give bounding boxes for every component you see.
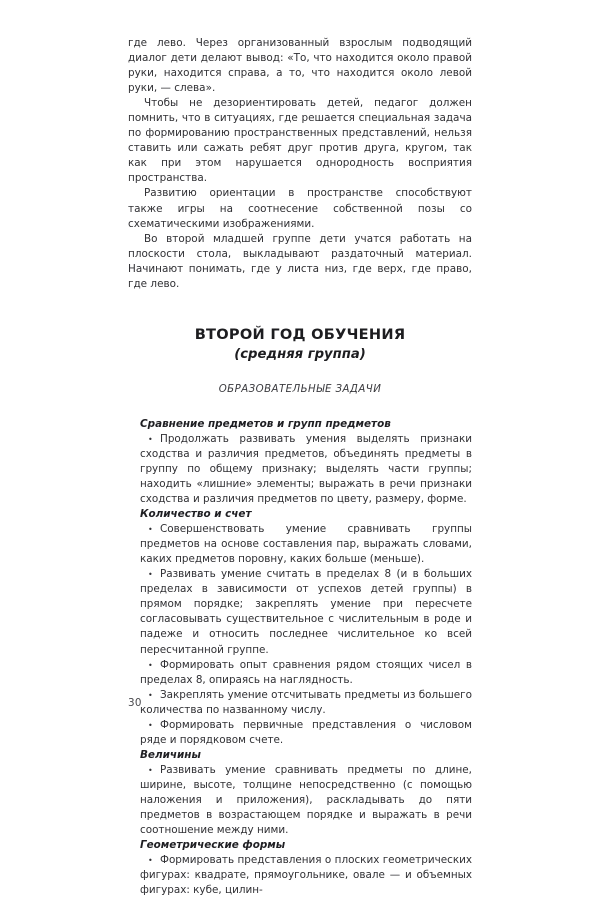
bullet-list [128, 432, 472, 507]
body-text-block [128, 36, 472, 292]
bullet-dot-icon: • [148, 434, 153, 444]
list-item-text: Развивать умение считать в пределах 8 (и в больших пределах в зависимости от успехов детей группы) в прямом порядке; закреплять умение при пересчете согласовывать существительное с числительным в роде и падеже и относить последнее числительное ко всей пересчитанной группе. [140, 568, 472, 656]
list-item-text: Совершенствовать умение сравнивать группы предметов на основе составления пар, выражать словами, каких предметов поровну, каких больше (меньше). [140, 523, 472, 566]
list-item-text: Закреплять умение отсчитывать предметы из большего количества по названному числу. [140, 688, 472, 716]
list-item [128, 522, 472, 567]
bullet-list [128, 763, 472, 838]
list-item [128, 688, 472, 718]
bullet-dot-icon: • [148, 690, 153, 700]
list-item [128, 763, 472, 838]
section-comparison [128, 417, 472, 507]
page-content [128, 36, 472, 898]
bullet-dot-icon: • [148, 570, 153, 580]
section-magnitudes [128, 748, 472, 838]
paragraph: Во второй младшей группе дети учатся работать на плоскости стола, выкладывают раздаточный материал. Начинают понимать, где у листа низ, где верх, где право, где лево. [128, 232, 472, 290]
sections-list [128, 417, 472, 898]
list-item-text: Развивать умение сравнивать предметы по длине, ширине, высоте, толщине непосредственно (с помощью наложения и приложения), раскладывать до пяти предметов в возрастающем порядке и выражать в речи соотношение между ними. [140, 763, 472, 837]
list-item-text: Формировать первичные представления о числовом ряде и порядковом счете. [140, 718, 472, 746]
list-item [128, 432, 472, 507]
paragraph: где лево. Через организованный взрослым подводящий диалог дети делают вывод: «То, что находится около правой руки, находится справа, а то, что находится около левой руки, — слева». [128, 37, 472, 95]
list-item [128, 718, 472, 748]
chapter-subtitle: (средняя группа) [234, 346, 366, 362]
list-item-text: Формировать опыт сравнения рядом стоящих чисел в пределах 8, опираясь на наглядность. [140, 658, 472, 686]
section-label-educational-tasks: ОБРАЗОВАТЕЛЬНЫЕ ЗАДАЧИ [218, 383, 382, 395]
section-shapes [128, 838, 472, 898]
section-heading: Геометрические формы [140, 839, 286, 852]
bullet-dot-icon: • [148, 765, 153, 775]
bullet-list [128, 853, 472, 898]
list-item-text: Формировать представления о плоских геометрических фигурах: квадрате, прямоугольнике, овале — и объемных фигурах: кубе, цилин- [140, 854, 472, 897]
list-item [128, 567, 472, 657]
list-item [128, 658, 472, 688]
bullet-dot-icon: • [148, 856, 153, 866]
section-heading: Сравнение предметов и групп предметов [140, 417, 391, 430]
list-item-text: Продолжать развивать умения выделять признаки сходства и различия предметов, объединять предметы в группу по общему признаку; выделять части группы; находить «лишние» элементы; выражать в речи признаки сходства и различия предметов по цвету, размеру, форме. [140, 432, 472, 506]
section-heading: Величины [140, 748, 201, 761]
bullet-list [128, 522, 472, 748]
bullet-dot-icon: • [148, 720, 153, 730]
paragraph: Развитию ориентации в пространстве способствуют также игры на соотнесение собственной позы со схематическими изображениями. [128, 187, 472, 230]
section-heading: Количество и счет [140, 508, 252, 521]
paragraph: Чтобы не дезориентировать детей, педагог должен помнить, что в ситуациях, где решается специальная задача по формированию пространственных представлений, нельзя ставить или сажать ребят друг против друга, кругом, так как при этом нарушается однородность восприятия пространства. [128, 97, 472, 185]
page-number: 30 [128, 697, 142, 709]
chapter-title: ВТОРОЙ ГОД ОБУЧЕНИЯ [194, 325, 406, 343]
section-quantity [128, 507, 472, 748]
list-item [128, 853, 472, 898]
bullet-dot-icon: • [148, 660, 153, 670]
bullet-dot-icon: • [148, 525, 153, 535]
chapter-heading [128, 326, 472, 397]
